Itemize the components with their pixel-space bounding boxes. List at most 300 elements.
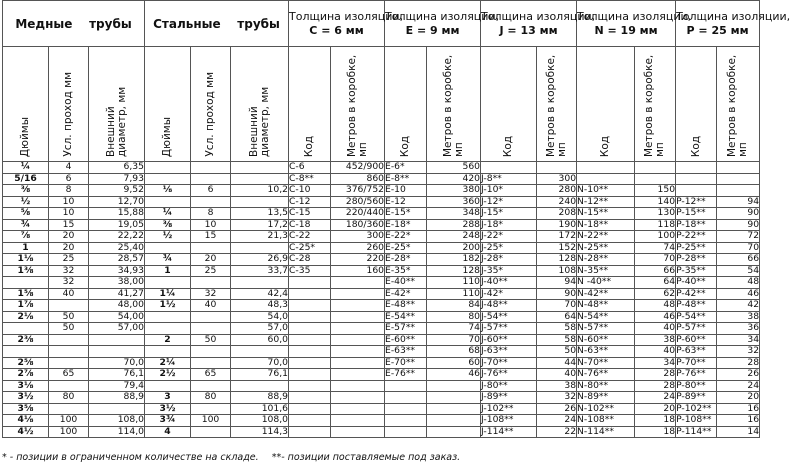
e-meters-cell: 420 xyxy=(427,173,481,185)
steel-outer-diameter-cell: 57,0 xyxy=(231,323,289,335)
e-meters-cell xyxy=(427,426,481,438)
steel-nominal-header xyxy=(191,47,231,162)
c-meters-cell: 452/900 xyxy=(331,162,385,174)
copper-inches-cell: 2⅝ xyxy=(3,357,49,369)
n-meters-cell: 24 xyxy=(635,392,676,404)
e-code-cell xyxy=(385,403,427,415)
j-code-cell: J-80** xyxy=(481,380,537,392)
e-code-cell: E-42* xyxy=(385,288,427,300)
copper-outer-diameter-cell: 34,93 xyxy=(89,265,145,277)
n-meters-cell: 20 xyxy=(635,403,676,415)
j-code-cell: J-57** xyxy=(481,323,537,335)
copper-outer-diameter-cell: 54,00 xyxy=(89,311,145,323)
p-code-cell: P-114** xyxy=(676,426,717,438)
p-code-cell: P-102** xyxy=(676,403,717,415)
insulation-j-header: Толщина изоляции, J = 13 мм xyxy=(481,1,577,47)
table-row xyxy=(3,357,760,369)
steel-outer-diameter-cell: 10,2 xyxy=(231,185,289,197)
p-meters-cell: 32 xyxy=(717,346,760,358)
c-meters-cell xyxy=(331,426,385,438)
e-meters-cell: 248 xyxy=(427,231,481,243)
j-code-cell: J-28* xyxy=(481,254,537,266)
c-code-cell: C-12 xyxy=(289,196,331,208)
c-meters-cell xyxy=(331,288,385,300)
j-meters-cell: 94 xyxy=(537,277,577,289)
c-meters-cell: 220 xyxy=(331,254,385,266)
copper-outer-diameter-cell xyxy=(89,403,145,415)
steel-inches-cell: ¾ xyxy=(145,254,191,266)
e-code-header-label: Код xyxy=(399,135,412,157)
copper-inches-cell: 3⅛ xyxy=(3,380,49,392)
c-code-cell xyxy=(289,392,331,404)
steel-outer-diameter-cell xyxy=(231,346,289,358)
copper-nominal-cell: 20 xyxy=(49,231,89,243)
n-meters-cell xyxy=(635,162,676,174)
p-code-cell: P-70** xyxy=(676,357,717,369)
c-meters-cell xyxy=(331,300,385,312)
n-code-cell: N-18** xyxy=(577,219,635,231)
e-meters-header xyxy=(427,47,481,162)
j-meters-cell: 22 xyxy=(537,426,577,438)
e-code-cell: E-54** xyxy=(385,311,427,323)
c-code-cell xyxy=(289,311,331,323)
steel-outer-diameter-cell xyxy=(231,162,289,174)
p-meters-cell: 16 xyxy=(717,415,760,427)
p-meters-cell: 34 xyxy=(717,334,760,346)
steel-outer-diameter-cell xyxy=(231,242,289,254)
p-meters-cell xyxy=(717,162,760,174)
p-code-cell xyxy=(676,162,717,174)
e-meters-cell: 110 xyxy=(427,277,481,289)
p-meters-cell: 46 xyxy=(717,288,760,300)
copper-outer-diameter-cell: 19,05 xyxy=(89,219,145,231)
c-meters-cell xyxy=(331,346,385,358)
steel-nominal-header-label: Усл. проход мм xyxy=(204,72,216,157)
e-meters-cell: 128 xyxy=(427,265,481,277)
p-code-header-label: Код xyxy=(689,135,702,157)
e-meters-cell xyxy=(427,392,481,404)
c-meters-cell xyxy=(331,415,385,427)
e-code-cell: E-28* xyxy=(385,254,427,266)
table-row xyxy=(3,196,760,208)
copper-inches-cell: ¾ xyxy=(3,219,49,231)
j-code-header-label: Код xyxy=(502,135,515,157)
table-row xyxy=(3,242,760,254)
steel-outer-diameter-cell xyxy=(231,196,289,208)
table-row xyxy=(3,403,760,415)
j-meters-cell: 24 xyxy=(537,415,577,427)
p-meters-cell: 90 xyxy=(717,219,760,231)
table-row xyxy=(3,380,760,392)
c-code-cell xyxy=(289,288,331,300)
n-meters-cell: 64 xyxy=(635,277,676,289)
n-meters-cell: 18 xyxy=(635,426,676,438)
copper-inches-header xyxy=(3,47,49,162)
steel-nominal-cell xyxy=(191,162,231,174)
p-meters-header xyxy=(717,47,760,162)
copper-nominal-cell: 15 xyxy=(49,219,89,231)
p-code-cell: P-18** xyxy=(676,219,717,231)
insulation-c-header: Толщина изоляции, C = 6 мм xyxy=(289,1,385,47)
table-row xyxy=(3,323,760,335)
copper-nominal-cell xyxy=(49,357,89,369)
steel-nominal-cell xyxy=(191,173,231,185)
copper-outer-diameter-cell: 28,57 xyxy=(89,254,145,266)
table-row xyxy=(3,208,760,220)
e-code-cell: E-6* xyxy=(385,162,427,174)
n-code-cell: N-48** xyxy=(577,300,635,312)
j-meters-cell: 40 xyxy=(537,369,577,381)
table-row xyxy=(3,219,760,231)
p-code-cell: P-89** xyxy=(676,392,717,404)
j-meters-cell: 44 xyxy=(537,357,577,369)
c-meters-cell xyxy=(331,392,385,404)
e-code-cell: E-60** xyxy=(385,334,427,346)
copper-inches-cell: ⅝ xyxy=(3,208,49,220)
steel-nominal-cell: 15 xyxy=(191,231,231,243)
c-code-cell xyxy=(289,426,331,438)
steel-inches-cell xyxy=(145,380,191,392)
j-code-cell: J-108** xyxy=(481,415,537,427)
steel-inches-header-label: Дюймы xyxy=(161,116,173,157)
c-code-cell: C-22 xyxy=(289,231,331,243)
steel-inches-cell xyxy=(145,277,191,289)
e-meters-cell: 84 xyxy=(427,300,481,312)
steel-outer-diameter-cell: 101,6 xyxy=(231,403,289,415)
c-meters-cell xyxy=(331,380,385,392)
footnotes xyxy=(2,452,470,463)
copper-inches-cell: 1⅜ xyxy=(3,265,49,277)
steel-inches-cell: ⅜ xyxy=(145,219,191,231)
j-code-cell: J-8** xyxy=(481,173,537,185)
j-meters-header xyxy=(537,47,577,162)
steel-nominal-cell: 65 xyxy=(191,369,231,381)
n-code-header xyxy=(577,47,635,162)
j-code-cell: J-42* xyxy=(481,288,537,300)
p-meters-cell: 70 xyxy=(717,242,760,254)
c-meters-cell: 260 xyxy=(331,242,385,254)
j-meters-cell: 152 xyxy=(537,242,577,254)
steel-outer-diameter-cell: 42,4 xyxy=(231,288,289,300)
steel-inches-cell xyxy=(145,346,191,358)
p-meters-cell: 36 xyxy=(717,323,760,335)
steel-outer-diameter-cell: 21,3 xyxy=(231,231,289,243)
copper-nominal-cell: 50 xyxy=(49,311,89,323)
copper-nominal-cell xyxy=(49,380,89,392)
copper-nominal-cell: 20 xyxy=(49,242,89,254)
p-meters-cell: 72 xyxy=(717,231,760,243)
p-meters-cell: 90 xyxy=(717,208,760,220)
copper-nominal-cell: 32 xyxy=(49,277,89,289)
c-code-cell xyxy=(289,369,331,381)
table-row xyxy=(3,162,760,174)
j-code-cell: J-40** xyxy=(481,277,537,289)
steel-inches-cell: 2½ xyxy=(145,369,191,381)
copper-outer-diameter-cell: 41,27 xyxy=(89,288,145,300)
steel-outer-diameter-cell: 33,7 xyxy=(231,265,289,277)
c-meters-cell xyxy=(331,311,385,323)
e-code-cell xyxy=(385,392,427,404)
j-code-cell: J-15* xyxy=(481,208,537,220)
n-code-cell: N-114** xyxy=(577,426,635,438)
p-meters-cell: 26 xyxy=(717,369,760,381)
copper-nominal-cell: 50 xyxy=(49,323,89,335)
n-code-cell: N-60** xyxy=(577,334,635,346)
p-code-cell: P-57** xyxy=(676,323,717,335)
j-meters-cell: 58 xyxy=(537,334,577,346)
n-meters-cell: 74 xyxy=(635,242,676,254)
steel-inches-cell: 2¼ xyxy=(145,357,191,369)
table-row xyxy=(3,311,760,323)
p-code-cell: P-60** xyxy=(676,334,717,346)
copper-outer-diameter-cell: 114,0 xyxy=(89,426,145,438)
steel-inches-header xyxy=(145,47,191,162)
p-code-cell: P-28** xyxy=(676,254,717,266)
steel-nominal-cell xyxy=(191,196,231,208)
j-code-cell: J-48** xyxy=(481,300,537,312)
steel-nominal-cell: 32 xyxy=(191,288,231,300)
j-meters-cell: 64 xyxy=(537,311,577,323)
steel-inches-cell: ⅛ xyxy=(145,185,191,197)
e-code-cell: E-10 xyxy=(385,185,427,197)
c-code-header xyxy=(289,47,331,162)
j-meters-cell: 108 xyxy=(537,265,577,277)
e-meters-cell: 68 xyxy=(427,346,481,358)
steel-outer-diameter-cell xyxy=(231,380,289,392)
copper-inches-cell: 5/16 xyxy=(3,173,49,185)
steel-outer-diameter-cell: 26,9 xyxy=(231,254,289,266)
e-code-cell: E-63** xyxy=(385,346,427,358)
c-meters-cell xyxy=(331,369,385,381)
copper-inches-header-label: Дюймы xyxy=(19,116,31,157)
n-code-cell xyxy=(577,162,635,174)
p-code-cell xyxy=(676,173,717,185)
c-code-cell xyxy=(289,277,331,289)
e-code-cell xyxy=(385,426,427,438)
copper-inches-cell: ½ xyxy=(3,196,49,208)
e-code-cell xyxy=(385,380,427,392)
e-meters-cell xyxy=(427,403,481,415)
j-code-cell: J-60** xyxy=(481,334,537,346)
n-code-cell: N-108** xyxy=(577,415,635,427)
p-meters-cell: 66 xyxy=(717,254,760,266)
table-row xyxy=(3,392,760,404)
n-meters-cell: 118 xyxy=(635,219,676,231)
n-code-cell: N-28** xyxy=(577,254,635,266)
steel-inches-cell xyxy=(145,323,191,335)
n-code-cell: N-76** xyxy=(577,369,635,381)
copper-outer-diameter-cell: 48,00 xyxy=(89,300,145,312)
j-code-cell: J-76** xyxy=(481,369,537,381)
copper-outer-diameter-cell: 70,0 xyxy=(89,357,145,369)
p-meters-cell xyxy=(717,173,760,185)
table-row xyxy=(3,334,760,346)
n-code-header-label: Код xyxy=(599,135,612,157)
steel-nominal-cell xyxy=(191,323,231,335)
e-meters-cell: 380 xyxy=(427,185,481,197)
e-meters-cell: 560 xyxy=(427,162,481,174)
p-meters-cell: 28 xyxy=(717,357,760,369)
n-code-cell: N-102** xyxy=(577,403,635,415)
c-meters-cell xyxy=(331,323,385,335)
p-code-cell xyxy=(676,185,717,197)
steel-nominal-cell xyxy=(191,403,231,415)
p-meters-cell: 42 xyxy=(717,300,760,312)
steel-outer-diameter-header xyxy=(231,47,289,162)
steel-outer-diameter-cell: 48,3 xyxy=(231,300,289,312)
copper-inches-cell: ⅜ xyxy=(3,185,49,197)
n-meters-cell: 34 xyxy=(635,357,676,369)
n-meters-cell: 40 xyxy=(635,323,676,335)
table-row xyxy=(3,231,760,243)
steel-inches-cell: 2 xyxy=(145,334,191,346)
copper-inches-cell xyxy=(3,323,49,335)
table-row xyxy=(3,300,760,312)
copper-nominal-cell: 100 xyxy=(49,415,89,427)
copper-nominal-cell: 8 xyxy=(49,185,89,197)
e-code-cell: E-8** xyxy=(385,173,427,185)
j-code-cell: J-114** xyxy=(481,426,537,438)
copper-outer-diameter-cell: 22,22 xyxy=(89,231,145,243)
copper-outer-diameter-cell: 108,0 xyxy=(89,415,145,427)
c-code-cell xyxy=(289,380,331,392)
p-meters-cell: 16 xyxy=(717,403,760,415)
steel-inches-cell: 1 xyxy=(145,265,191,277)
copper-outer-diameter-cell: 57,00 xyxy=(89,323,145,335)
j-code-cell: J-54** xyxy=(481,311,537,323)
table-row xyxy=(3,254,760,266)
n-meters-cell: 70 xyxy=(635,254,676,266)
c-meters-cell xyxy=(331,357,385,369)
insulation-e-header: Толщина изоляции, E = 9 мм xyxy=(385,1,481,47)
copper-nominal-cell: 10 xyxy=(49,196,89,208)
copper-nominal-cell: 32 xyxy=(49,265,89,277)
steel-outer-diameter-cell: 114,3 xyxy=(231,426,289,438)
e-code-cell: E-22* xyxy=(385,231,427,243)
n-meters-cell: 100 xyxy=(635,231,676,243)
e-code-cell: E-76** xyxy=(385,369,427,381)
e-meters-header-label: Метров в коробке, мп xyxy=(441,54,465,157)
steel-nominal-cell: 100 xyxy=(191,415,231,427)
j-meters-cell: 128 xyxy=(537,254,577,266)
p-code-cell: P-54** xyxy=(676,311,717,323)
j-code-header xyxy=(481,47,537,162)
copper-outer-diameter-cell: 9,52 xyxy=(89,185,145,197)
table-row xyxy=(3,369,760,381)
steel-inches-cell: 1½ xyxy=(145,300,191,312)
steel-inches-cell: 4 xyxy=(145,426,191,438)
p-code-cell: P-76** xyxy=(676,369,717,381)
j-meters-cell: 26 xyxy=(537,403,577,415)
p-code-cell: P-15** xyxy=(676,208,717,220)
steel-outer-diameter-cell: 54,0 xyxy=(231,311,289,323)
steel-nominal-cell: 8 xyxy=(191,208,231,220)
j-meters-cell: 172 xyxy=(537,231,577,243)
c-code-cell: C-35 xyxy=(289,265,331,277)
copper-outer-diameter-cell: 88,9 xyxy=(89,392,145,404)
pipe-insulation-table xyxy=(2,0,790,438)
copper-outer-diameter-cell xyxy=(89,346,145,358)
e-meters-cell: 182 xyxy=(427,254,481,266)
p-meters-cell: 24 xyxy=(717,380,760,392)
c-code-cell xyxy=(289,415,331,427)
j-code-cell: J-102** xyxy=(481,403,537,415)
copper-inches-cell: 1⅝ xyxy=(3,288,49,300)
c-meters-cell: 160 xyxy=(331,265,385,277)
copper-inches-cell: 1⅞ xyxy=(3,300,49,312)
copper-inches-cell: 4½ xyxy=(3,426,49,438)
n-meters-cell: 62 xyxy=(635,288,676,300)
copper-outer-diameter-header xyxy=(89,47,145,162)
steel-inches-cell xyxy=(145,242,191,254)
steel-nominal-cell: 40 xyxy=(191,300,231,312)
p-code-cell: P-25** xyxy=(676,242,717,254)
n-meters-cell xyxy=(635,173,676,185)
n-code-cell: N-15** xyxy=(577,208,635,220)
n-meters-cell: 150 xyxy=(635,185,676,197)
e-code-cell: E-18* xyxy=(385,219,427,231)
n-meters-header-label: Метров в коробке, мп xyxy=(643,54,667,157)
p-meters-cell: 14 xyxy=(717,426,760,438)
n-code-cell: N-35** xyxy=(577,265,635,277)
table-row xyxy=(3,415,760,427)
steel-nominal-cell xyxy=(191,426,231,438)
e-code-cell: E-35* xyxy=(385,265,427,277)
e-code-cell: E-15* xyxy=(385,208,427,220)
steel-outer-diameter-cell: 60,0 xyxy=(231,334,289,346)
copper-outer-diameter-cell: 6,35 xyxy=(89,162,145,174)
c-meters-header xyxy=(331,47,385,162)
insulation-n-header: Толщина изоляции, N = 19 мм xyxy=(577,1,676,47)
table-body xyxy=(3,162,760,438)
steel-outer-diameter-header-label: Внешний диаметр, мм xyxy=(247,86,271,157)
e-meters-cell: 200 xyxy=(427,242,481,254)
steel-outer-diameter-cell xyxy=(231,173,289,185)
steel-outer-diameter-cell: 76,1 xyxy=(231,369,289,381)
steel-pipes-header: Стальные трубы xyxy=(145,1,289,47)
copper-inches-cell xyxy=(3,346,49,358)
copper-nominal-cell xyxy=(49,403,89,415)
c-code-cell: C-18 xyxy=(289,219,331,231)
j-meters-cell xyxy=(537,162,577,174)
copper-outer-diameter-cell: 25,40 xyxy=(89,242,145,254)
p-code-cell: P-40** xyxy=(676,277,717,289)
j-meters-cell: 190 xyxy=(537,219,577,231)
j-code-cell: J-18* xyxy=(481,219,537,231)
copper-outer-diameter-cell: 12,70 xyxy=(89,196,145,208)
n-meters-cell: 28 xyxy=(635,369,676,381)
copper-inches-cell: 3½ xyxy=(3,392,49,404)
footnote-limited-stock: * - позиции в ограниченном количестве на складе. xyxy=(2,452,259,463)
p-code-cell: P-80** xyxy=(676,380,717,392)
n-code-cell xyxy=(577,173,635,185)
p-meters-cell: 94 xyxy=(717,196,760,208)
table-row xyxy=(3,185,760,197)
steel-inches-cell: 3½ xyxy=(145,403,191,415)
steel-inches-cell: 3¾ xyxy=(145,415,191,427)
copper-nominal-cell xyxy=(49,334,89,346)
c-code-cell xyxy=(289,300,331,312)
c-code-cell: C-25* xyxy=(289,242,331,254)
e-meters-cell: 60 xyxy=(427,357,481,369)
p-meters-cell xyxy=(717,185,760,197)
copper-outer-diameter-cell xyxy=(89,334,145,346)
e-meters-cell: 288 xyxy=(427,219,481,231)
n-meters-cell: 38 xyxy=(635,334,676,346)
n-code-cell: N-63** xyxy=(577,346,635,358)
n-code-cell: N-10** xyxy=(577,185,635,197)
n-code-cell: N -40** xyxy=(577,277,635,289)
